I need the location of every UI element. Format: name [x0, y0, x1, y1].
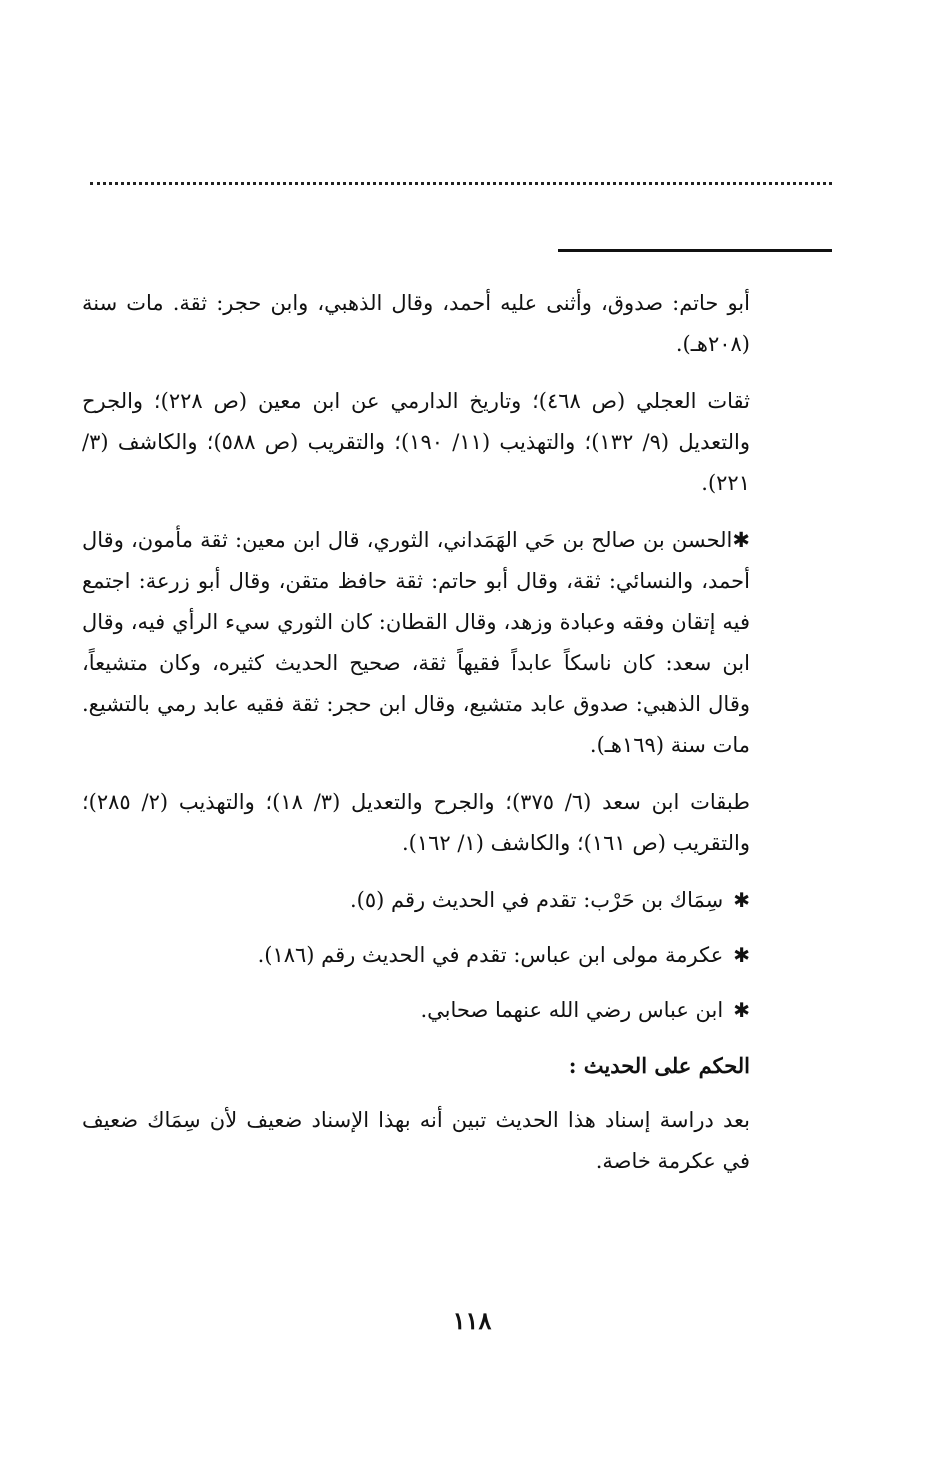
- narrator-entry-simak-text: سِمَاك بن حَرْب: تقدم في الحديث رقم (٥).: [350, 888, 724, 912]
- narrator-entry-hasan: [82, 520, 750, 766]
- narrator-entry-ibn-abbas-text: ابن عباس رضي الله عنهما صحابي.: [420, 998, 724, 1022]
- page-body: [82, 283, 750, 1182]
- bullet-star-icon: ✱: [732, 528, 750, 552]
- footnote-solid-separator: [558, 249, 832, 252]
- narrator-entry-ikrima-text: عكرمة مولى ابن عباس: تقدم في الحديث رقم (١٨٦).: [257, 943, 724, 967]
- narrator-entry-ikrima: [82, 935, 750, 976]
- sources-paragraph-2: طبقات ابن سعد (٦/ ٣٧٥)؛ والجرح والتعديل (٣/ ١٨)؛ والتهذيب (٢/ ٢٨٥)؛ والتقريب (ص ١٦١)؛ والكاشف (١/ ١٦٢).: [82, 790, 750, 855]
- narrator-entry-hasan-text: الحسن بن صالح بن حَي الهَمَداني، الثوري، قال ابن معين: ثقة مأمون، وقال أحمد، والنسائي: ثقة، وقال أبو حاتم: ثقة حافظ متقن، وقال أبو زرعة: اجتمع فيه إتقان وفقه وعبادة وزهد، وقال القطان: كان الثوري سيء الرأي فيه، وقال ابن سعد: كان ناسكاً عابداً فقيهاً ثقة، صحيح الحديث كثيره، وكان متشيعاً، وقال الذهبي: صدوق عابد متشيع، وقال ابن حجر: ثقة فقيه عابد رمي بالتشيع. مات سنة (١٦٩هـ).: [82, 528, 750, 757]
- bullet-star-icon: ✱: [733, 998, 750, 1022]
- ruling-text: بعد دراسة إسناد هذا الحديث تبين أنه بهذا الإسناد ضعيف لأن سِمَاك ضعيف في عكرمة خاصة.: [82, 1108, 750, 1173]
- sources-paragraph-1: ثقات العجلي (ص ٤٦٨)؛ وتاريخ الدارمي عن ابن معين (ص ٢٢٨)؛ والجرح والتعديل (٩/ ١٣٢)؛ والتهذيب (١١/ ١٩٠)؛ والتقريب (ص ٥٨٨)؛ والكاشف (٣/ ٢٢١).: [82, 389, 750, 495]
- bullet-star-icon: ✱: [733, 943, 750, 967]
- footnote-dotted-separator: [90, 182, 832, 185]
- page-number: ١١٨: [452, 1306, 492, 1335]
- bullet-star-icon: ✱: [733, 888, 750, 912]
- ruling-heading: الحكم على الحديث :: [568, 1053, 750, 1078]
- narrator-note-continued: أبو حاتم: صدوق، وأثنى عليه أحمد، وقال الذهبي، وابن حجر: ثقة. مات سنة (٢٠٨هـ).: [82, 291, 750, 356]
- narrator-entry-simak: [82, 880, 750, 921]
- narrator-entry-ibn-abbas: [82, 990, 750, 1031]
